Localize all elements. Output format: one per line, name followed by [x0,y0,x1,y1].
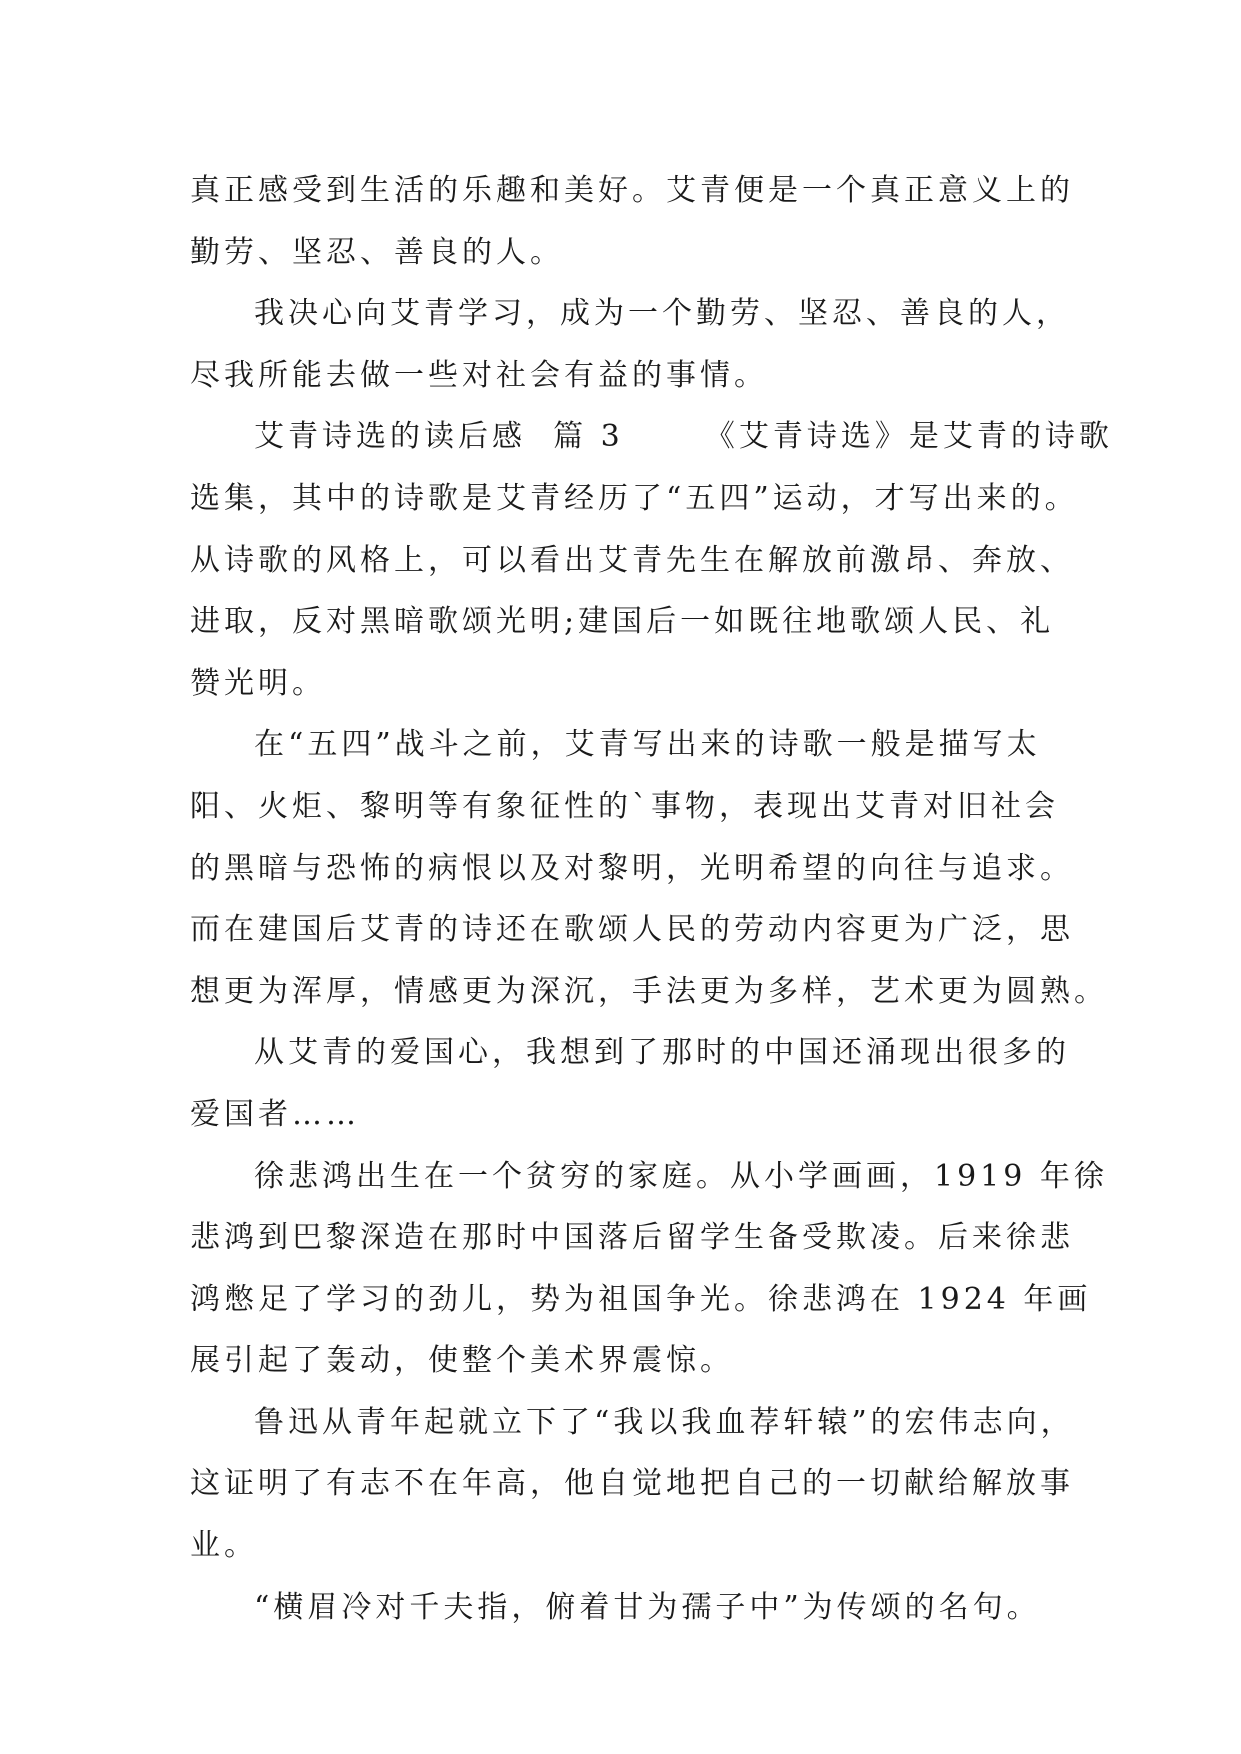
text-line: 展引起了轰动，使整个美术界震惊。 [190,1343,734,1379]
text-line: “横眉冷对千夫指，俯着甘为孺子中”为传颂的名句。 [254,1589,1041,1625]
text-line: 选集，其中的诗歌是艾青经历了“五四”运动，才写出来的。 [190,480,1079,516]
text-line: 鸿憋足了学习的劲儿，势为祖国争光。徐悲鸿在 1924 年画 [190,1281,1092,1317]
text-line: 而在建国后艾青的诗还在歌颂人民的劳动内容更为广泛，思 [190,912,1074,948]
text-line: 业。 [190,1528,258,1564]
text-line: 想更为浑厚，情感更为深沉，手法更为多样，艺术更为圆熟。 [190,973,1108,1009]
text-line: 在“五四”战斗之前，艾青写出来的诗歌一般是描写太 [254,727,1041,763]
text-line: 我决心向艾青学习，成为一个勤劳、坚忍、善良的人， [254,296,1070,332]
text-line: 赞光明。 [190,665,326,701]
text-line: 勤劳、坚忍、善良的人。 [190,234,564,270]
text-line: 进取，反对黑暗歌颂光明;建国后一如既往地歌颂人民、礼 [190,604,1055,640]
text-line: 从诗歌的风格上，可以看出艾青先生在解放前激昂、奔放、 [190,542,1074,578]
text-line: 爱国者…… [190,1096,360,1132]
text-line: 尽我所能去做一些对社会有益的事情。 [190,357,768,393]
text-line: 真正感受到生活的乐趣和美好。艾青便是一个真正意义上的 [190,173,1074,208]
text-line: 徐悲鸿出生在一个贫穷的家庭。从小学画画，1919 年徐 [254,1158,1108,1194]
text-line: 阳、火炬、黎明等有象征性的`事物，表现出艾青对旧社会 [190,788,1059,824]
section-heading-line: 艾青诗选的读后感 篇 3 《艾青诗选》是艾青的诗歌 [254,419,1113,455]
text-line: 悲鸿到巴黎深造在那时中国落后留学生备受欺凌。后来徐悲 [190,1220,1074,1256]
text-line: 从艾青的爱国心，我想到了那时的中国还涌现出很多的 [254,1035,1070,1071]
text-line: 的黑暗与恐怖的病恨以及对黎明，光明希望的向往与追求。 [190,850,1074,886]
text-line: 鲁迅从青年起就立下了“我以我血荐轩辕”的宏伟志向， [254,1404,1075,1440]
text-line: 这证明了有志不在年高，他自觉地把自己的一切献给解放事 [190,1466,1074,1502]
document-body [190,160,1113,1638]
